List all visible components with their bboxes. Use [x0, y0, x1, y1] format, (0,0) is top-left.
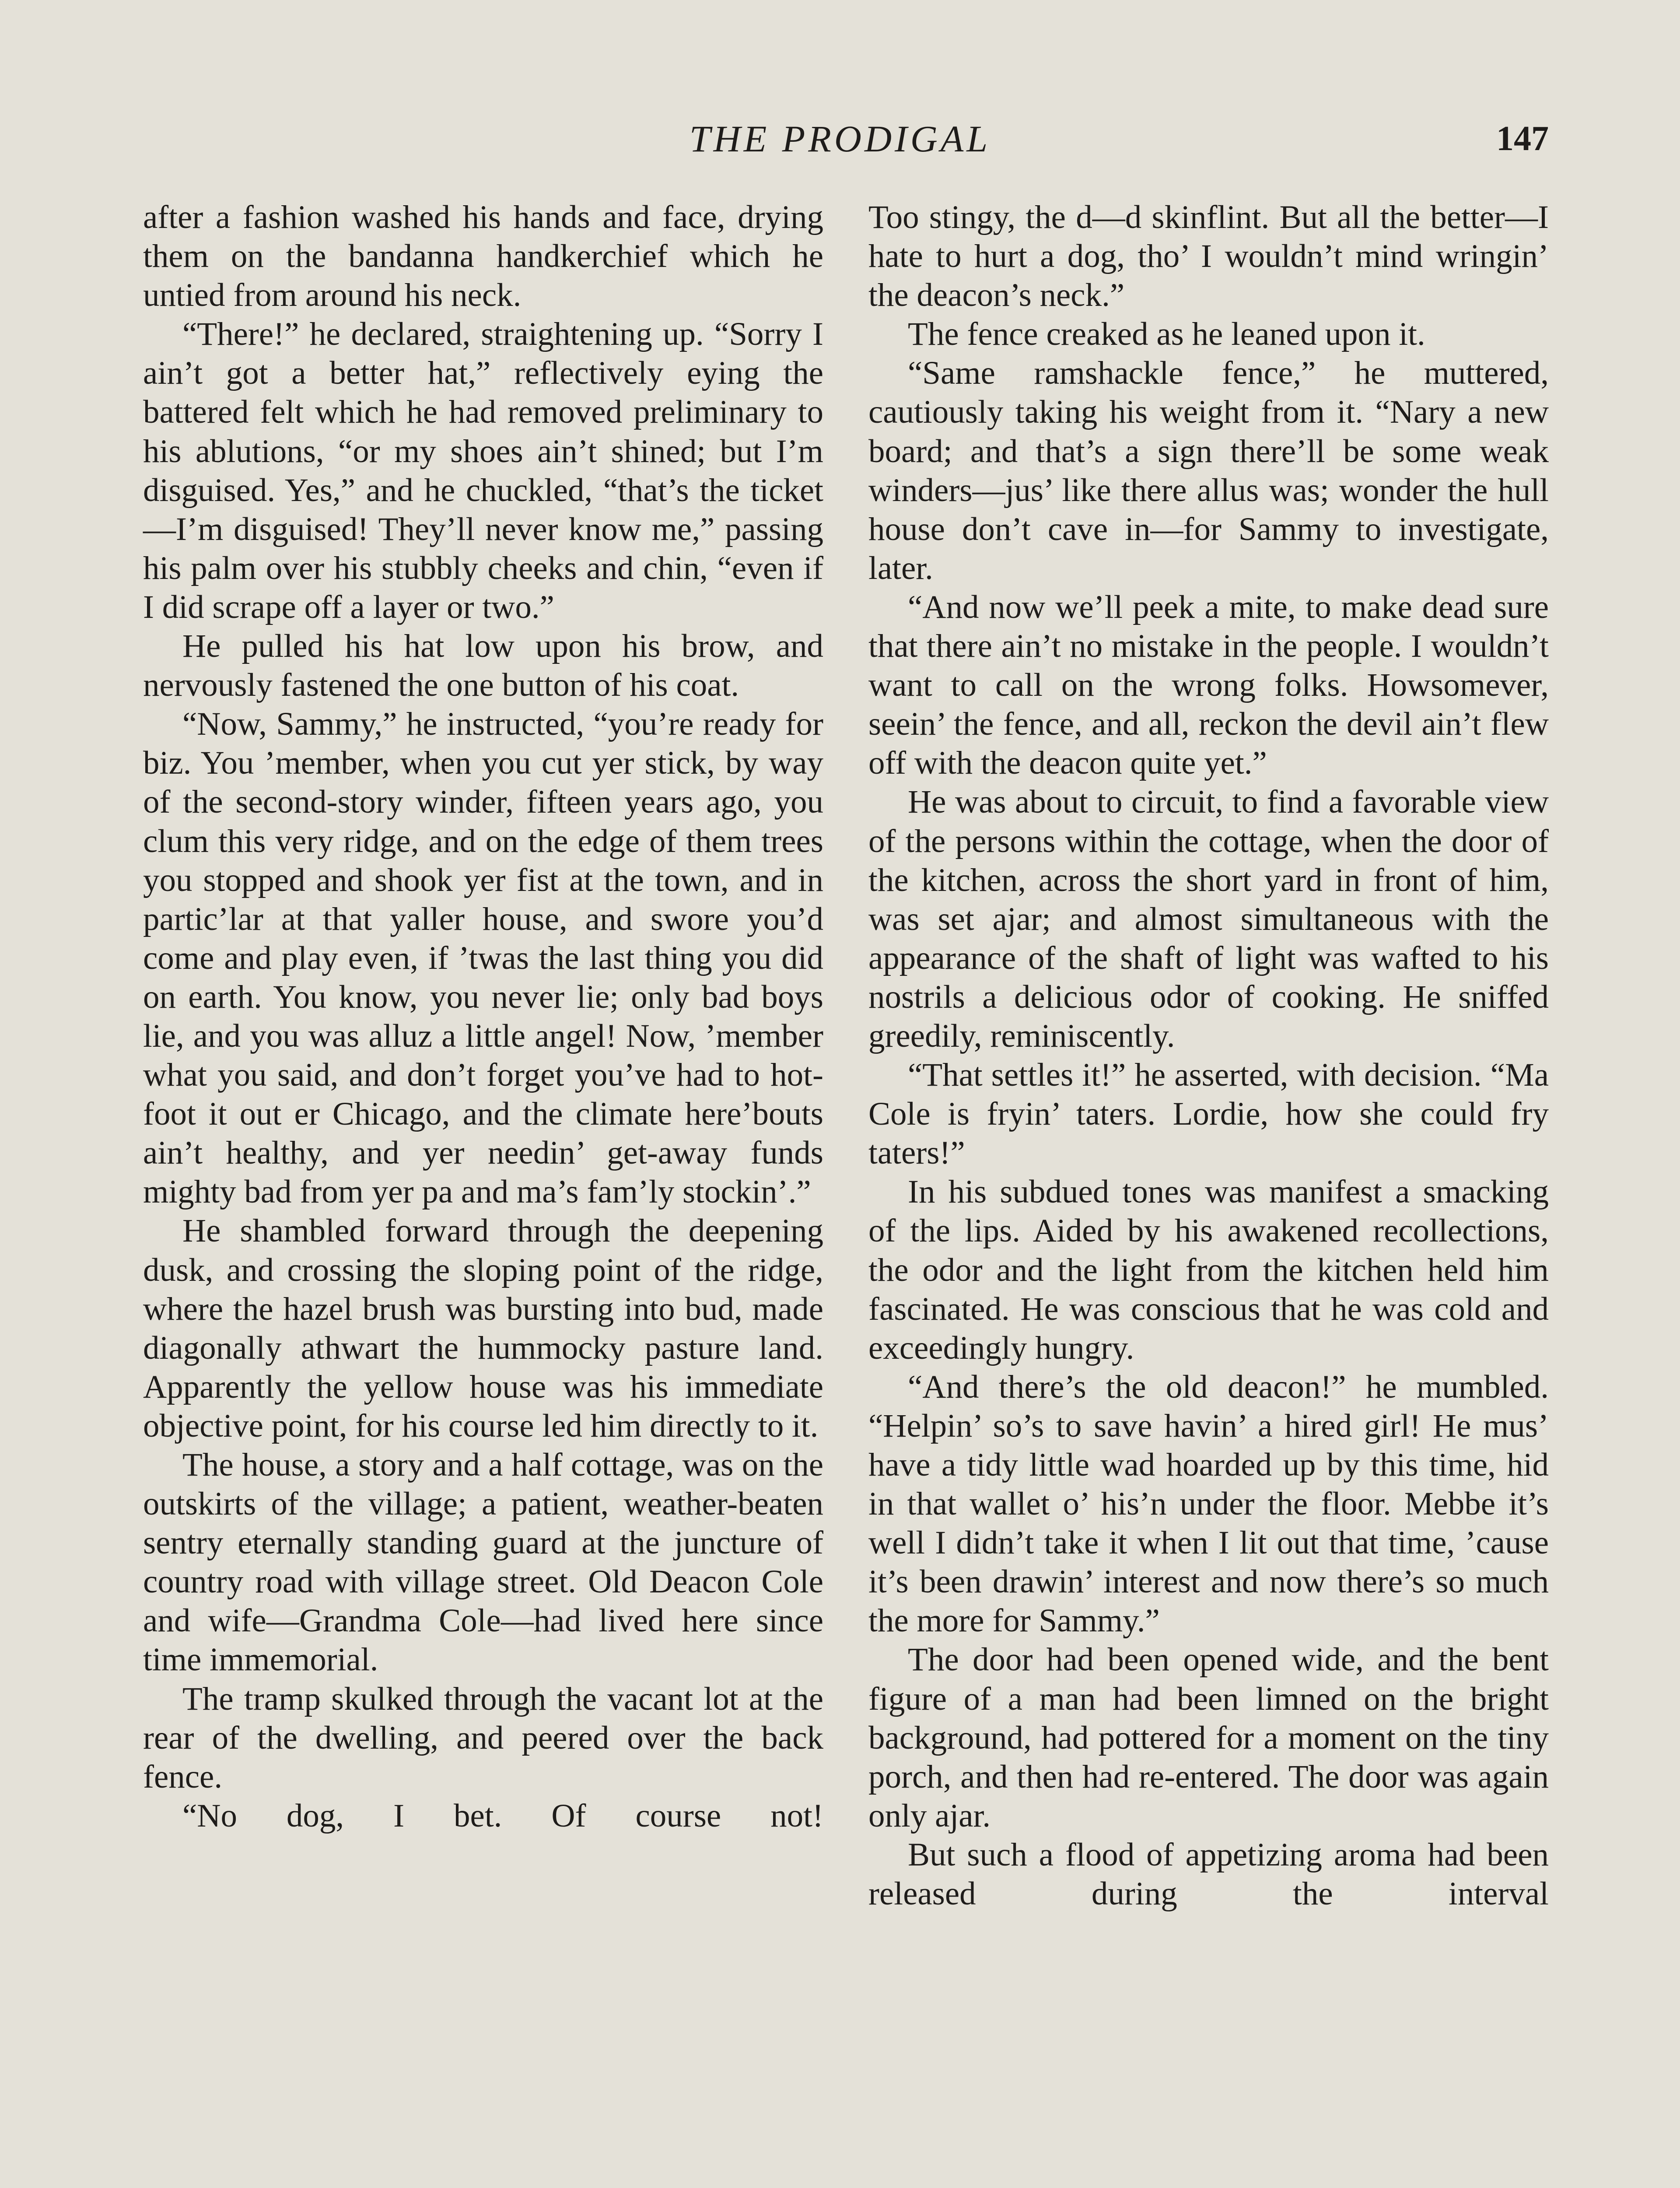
running-title: THE PRODIGAL — [689, 118, 991, 160]
paragraph: “And there’s the old deacon!” he mumbled. “Helpin’ so’s to save havin’ a hired girl! He mus’ have a tidy little wad hoarded up by this time, hid in that wallet o’ his’n under the floor. Mebbe it’s well I didn’t take it when I lit out that time, ’cause it’s been drawin’ interest and now there’s so much the more for Sammy.” — [868, 1368, 1549, 1639]
paragraph: He shambled forward through the deepening dusk, and crossing the sloping point of the ridge, where the hazel brush was bursting into bud, made diagonally athwart the hummocky pasture land. Apparently the yellow house was his immediate objective point, for his course led him directly to it. — [143, 1213, 823, 1444]
paragraph: “There!” he declared, straightening up. “Sorry I ain’t got a better hat,” reflectively eying the battered felt which he had removed preliminary to his ablutions, “or my shoes ain’t shined; but I’m disguised. Yes,” and he chuckled, “that’s the ticket—I’m disguised! They’ll never know me,” passing his palm over his stubbly cheeks and chin, “even if I did scrape off a layer or two.” — [143, 316, 823, 625]
paragraph: The door had been opened wide, and the bent figure of a man had been limned on the bright background, had pottered for a moment on the tiny porch, and then had re-entered. The door was again only ajar. — [868, 1641, 1549, 1834]
paragraph: “No dog, I bet. Of course not! — [182, 1797, 823, 1834]
running-head — [0, 115, 1680, 163]
paragraph: The house, a story and a half cottage, was on the outskirts of the village; a patient, weather-beaten sentry eternally standing guard at the juncture of country road with village street. Old Deacon Cole and wife—Grandma Cole—had lived here since time immemorial. — [143, 1447, 823, 1678]
paragraph: The tramp skulked through the vacant lot at the rear of the dwelling, and peered over the back fence. — [143, 1680, 823, 1795]
right-column — [868, 198, 1549, 1913]
paragraph: “Same ramshackle fence,” he muttered, cautiously taking his weight from it. “Nary a new board; and that’s a sign there’ll be some weak winders—jus’ like there allus was; wonder the hull house don’t cave in—for Sammy to investigate, later. — [868, 355, 1549, 586]
paragraph: The fence creaked as he leaned upon it. — [908, 316, 1425, 353]
paragraph: But such a flood of appetizing aroma had been released during the interval — [868, 1836, 1549, 1912]
paragraph: He was about to circuit, to find a favorable view of the persons within the cottage, when the door of the kitchen, across the short yard in front of him, was set ajar; and almost simultaneous with the appearance of the shaft of light was wafted to his nostrils a delicious odor of cooking. He sniffed greedily, reminiscently. — [868, 784, 1549, 1054]
page-number: 147 — [1496, 119, 1549, 158]
left-column — [143, 198, 823, 1835]
paragraph: In his subdued tones was manifest a smacking of the lips. Aided by his awakened recollections, the odor and the light from the kitchen held him fascinated. He was conscious that he was cold and exceedingly hungry. — [868, 1174, 1549, 1366]
paragraph: He pulled his hat low upon his brow, and nervously fastened the one button of his coat. — [143, 628, 823, 704]
paragraph: “Now, Sammy,” he instructed, “you’re ready for biz. You ’member, when you cut yer stick, by way of the second-story winder, fifteen years ago, you clum this very ridge, and on the edge of them trees you stopped and shook yer fist at the town, and in partic’lar at that yaller house, and swore you’d come and play even, if ’twas the last thing you did on earth. You know, you never lie; only bad boys lie, and you was alluz a little angel! Now, ’member what you said, and don’t forget you’ve had to hot-foot it out er Chicago, and the climate here’bouts ain’t healthy, and yer needin’ get-away funds mighty bad from yer pa and ma’s fam’ly stockin’.” — [143, 706, 823, 1210]
paragraph: Too stingy, the d—d skinflint. But all the better—I hate to hurt a dog, tho’ I wouldn’t mind wringin’ the deacon’s neck.” — [868, 199, 1549, 314]
paragraph: after a fashion washed his hands and face, drying them on the bandanna handkerchief which he untied from around his neck. — [143, 199, 823, 314]
paragraph: “That settles it!” he asserted, with decision. “Ma Cole is fryin’ taters. Lordie, how she could fry taters!” — [868, 1057, 1549, 1171]
paragraph: “And now we’ll peek a mite, to make dead sure that there ain’t no mistake in the people. I wouldn’t want to call on the wrong folks. Howsomever, seein’ the fence, and all, reckon the devil ain’t flew off with the deacon quite yet.” — [868, 589, 1549, 782]
